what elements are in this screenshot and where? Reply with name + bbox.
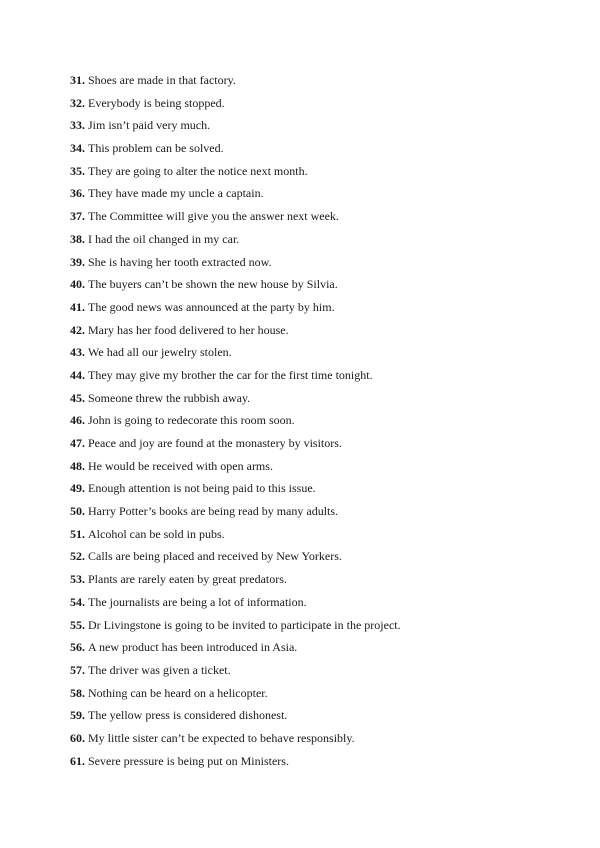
item-sentence: They have made my uncle a captain. [88,186,264,201]
item-number: 47. [70,436,85,450]
list-item [70,432,401,455]
list-item [70,568,401,591]
item-sentence: Peace and joy are found at the monastery by visitors. [88,436,342,450]
item-sentence: Shoes are made in that factory. [88,73,236,87]
list-item [70,591,401,614]
list-item [70,409,401,432]
item-number: 52. [70,549,85,564]
list-item [70,92,401,115]
list-item [70,69,401,92]
item-sentence: Dr Livingstone is going to be invited to participate in the project. [88,617,401,632]
list-item [70,614,401,637]
item-sentence: Jim isn’t paid very much. [88,118,211,133]
item-sentence: We had all our jewelry stolen. [88,345,232,360]
item-sentence: They are going to alter the notice next month. [88,163,308,178]
item-sentence: The buyers can’t be shown the new house by Silvia. [88,277,338,292]
item-sentence: She is having her tooth extracted now. [88,254,272,269]
list-item [70,160,401,183]
item-number: 61. [70,753,85,768]
item-number: 31. [70,73,85,87]
item-sentence: Severe pressure is being put on Ministers. [88,753,289,768]
item-sentence: Someone threw the rubbish away. [88,390,251,405]
item-sentence: He would be received with open arms. [88,458,273,473]
list-item [70,545,401,568]
item-number: 45. [70,390,85,405]
item-sentence: Calls are being placed and received by New Yorkers. [88,549,342,564]
item-number: 41. [70,299,85,314]
item-sentence: The journalists are being a lot of information. [88,594,307,609]
item-number: 59. [70,708,85,723]
list-item [70,523,401,546]
item-number: 54. [70,594,85,609]
item-sentence: The yellow press is considered dishonest. [88,708,288,723]
item-number: 60. [70,730,85,745]
item-sentence: The Committee will give you the answer next week. [88,209,339,224]
item-sentence: Mary has her food delivered to her house. [88,322,289,337]
item-number: 44. [70,367,85,382]
item-sentence: Plants are rarely eaten by great predators. [88,572,287,587]
item-sentence: Nothing can be heard on a helicopter. [88,685,268,700]
exercise-list [70,69,401,772]
item-number: 32. [70,95,85,110]
item-number: 37. [70,209,85,224]
list-item [70,137,401,160]
item-sentence: The good news was announced at the party by him. [88,299,335,314]
item-number: 46. [70,413,85,428]
item-sentence: Everybody is being stopped. [88,95,225,110]
list-item [70,500,401,523]
item-number: 33. [70,118,85,133]
item-sentence: Harry Potter’s books are being read by many adults. [88,504,339,519]
list-item [70,477,401,500]
item-number: 49. [70,481,85,496]
item-number: 51. [70,526,85,541]
item-sentence: They may give my brother the car for the first time tonight. [88,367,373,382]
list-item [70,296,401,319]
item-number: 34. [70,141,85,156]
item-number: 48. [70,458,85,473]
list-item [70,659,401,682]
list-item [70,205,401,228]
item-number: 36. [70,186,85,201]
item-number: 55. [70,617,85,632]
item-sentence: The driver was given a ticket. [88,662,231,677]
item-sentence: Alcohol can be sold in pubs. [88,526,225,541]
item-number: 56. [70,640,85,655]
item-number: 50. [70,504,85,519]
list-item [70,228,401,251]
item-number: 42. [70,322,85,337]
list-item [70,636,401,659]
list-item [70,455,401,478]
list-item [70,364,401,387]
item-number: 43. [70,345,85,360]
item-number: 35. [70,163,85,178]
list-item [70,182,401,205]
list-item [70,727,401,750]
item-sentence: This problem can be solved. [88,141,224,156]
item-number: 38. [70,231,85,246]
item-sentence: John is going to redecorate this room soon. [88,413,295,428]
list-item [70,341,401,364]
item-number: 53. [70,572,85,587]
list-item [70,273,401,296]
item-sentence: My little sister can’t be expected to behave responsibly. [88,730,355,745]
list-item [70,750,401,773]
list-item [70,114,401,137]
list-item [70,387,401,410]
list-item [70,682,401,705]
list-item [70,319,401,342]
item-number: 58. [70,685,85,700]
list-item [70,251,401,274]
item-number: 40. [70,277,85,292]
item-number: 57. [70,662,85,677]
item-number: 39. [70,254,85,269]
item-sentence: A new product has been introduced in Asia. [88,640,298,655]
item-sentence: I had the oil changed in my car. [88,231,240,246]
item-sentence: Enough attention is not being paid to this issue. [88,481,316,496]
list-item [70,704,401,727]
